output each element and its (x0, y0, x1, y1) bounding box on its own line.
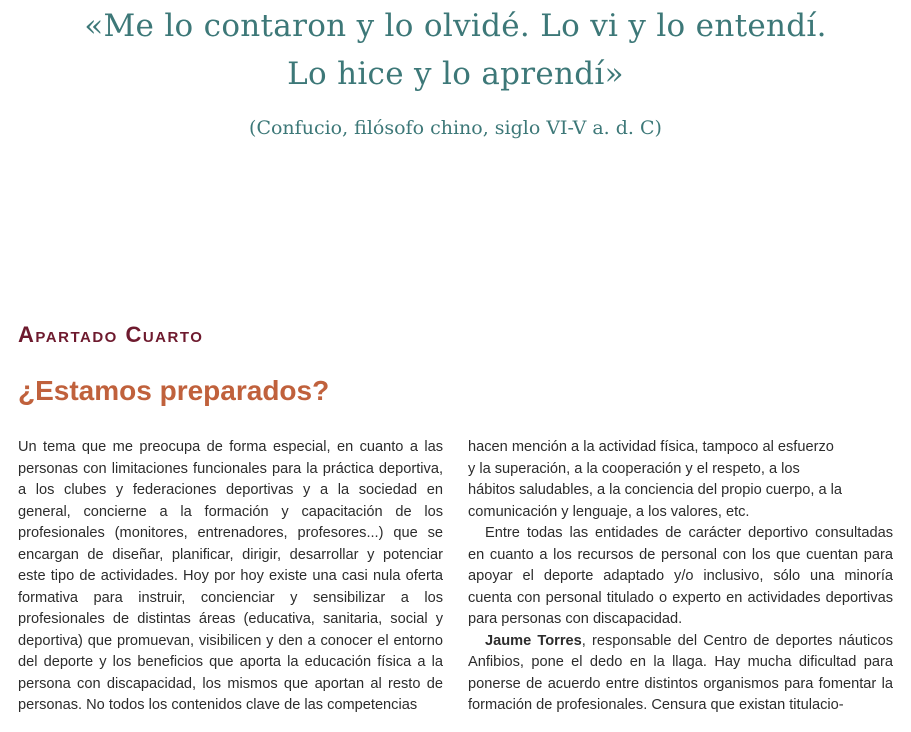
right-column (468, 437, 893, 717)
person-name: Jaume Torres (485, 632, 582, 649)
left-column (18, 437, 443, 717)
body-line: comunicación y lenguaje, a los valores, etc. (468, 503, 750, 520)
body-paragraph (468, 631, 893, 717)
paragraph-text: , responsable del Centro de deportes náuticos Anfibios, pone el dedo en la llaga. Hay mucha dificultad para ponerse de acuerdo entre distintos organismos para fomentar la formación de profesionales. Censura que existan titulacio- (468, 632, 893, 713)
body-paragraph: Un tema que me preocupa de forma especial, en cuanto a las personas con limitaciones funcionales para la práctica deportiva, a los clubes y federaciones deportivas y a la sociedad en general, concierne a la formación y capacitación de los profesionales (monitores, entrenadores, profesores...) que se encargan de diseñar, planificar, dirigir, desarrollar y potenciar este tipo de actividades. Hoy por hoy existe una casi nula oferta formativa para instruir, concienciar y sensibilizar a los profesionales de distintas áreas (educativa, sanitaria, social y deportiva) que promuevan, visibilicen y den a conocer el entorno del deporte y los beneficios que aporta la educación física a la persona con discapacidad, los mismos que aportan al resto de personas. No todos los contenidos clave de las competencias (18, 439, 443, 713)
quote-attribution: (Confucio, filósofo chino, siglo VI-V a. d. C) (249, 117, 662, 139)
body-line: hábitos saludables, a la conciencia del propio cuerpo, a la (468, 482, 843, 498)
quote-line-1: «Me lo contaron y lo olvidé. Lo vi y lo entendí. (84, 8, 827, 44)
section-title: ¿Estamos preparados? (18, 375, 330, 406)
quote-line-2: Lo hice y lo aprendí» (287, 56, 624, 92)
body-line: y la superación, a la cooperación y el respeto, a los (468, 460, 800, 477)
epigraph-quote (0, 2, 911, 141)
section-label: Apartado Cuarto (18, 322, 204, 347)
body-paragraph: Entre todas las entidades de carácter deportivo consultadas en cuanto a los recursos de personal con los que cuentan para apoyar el deporte adaptado y/o inclusivo, sólo una minoría cuenta con personal titulado o experto en actividades deportivas para personas con discapacidad. (468, 525, 893, 627)
body-line: hacen mención a la actividad física, tampoco al esfuerzo (468, 439, 834, 455)
